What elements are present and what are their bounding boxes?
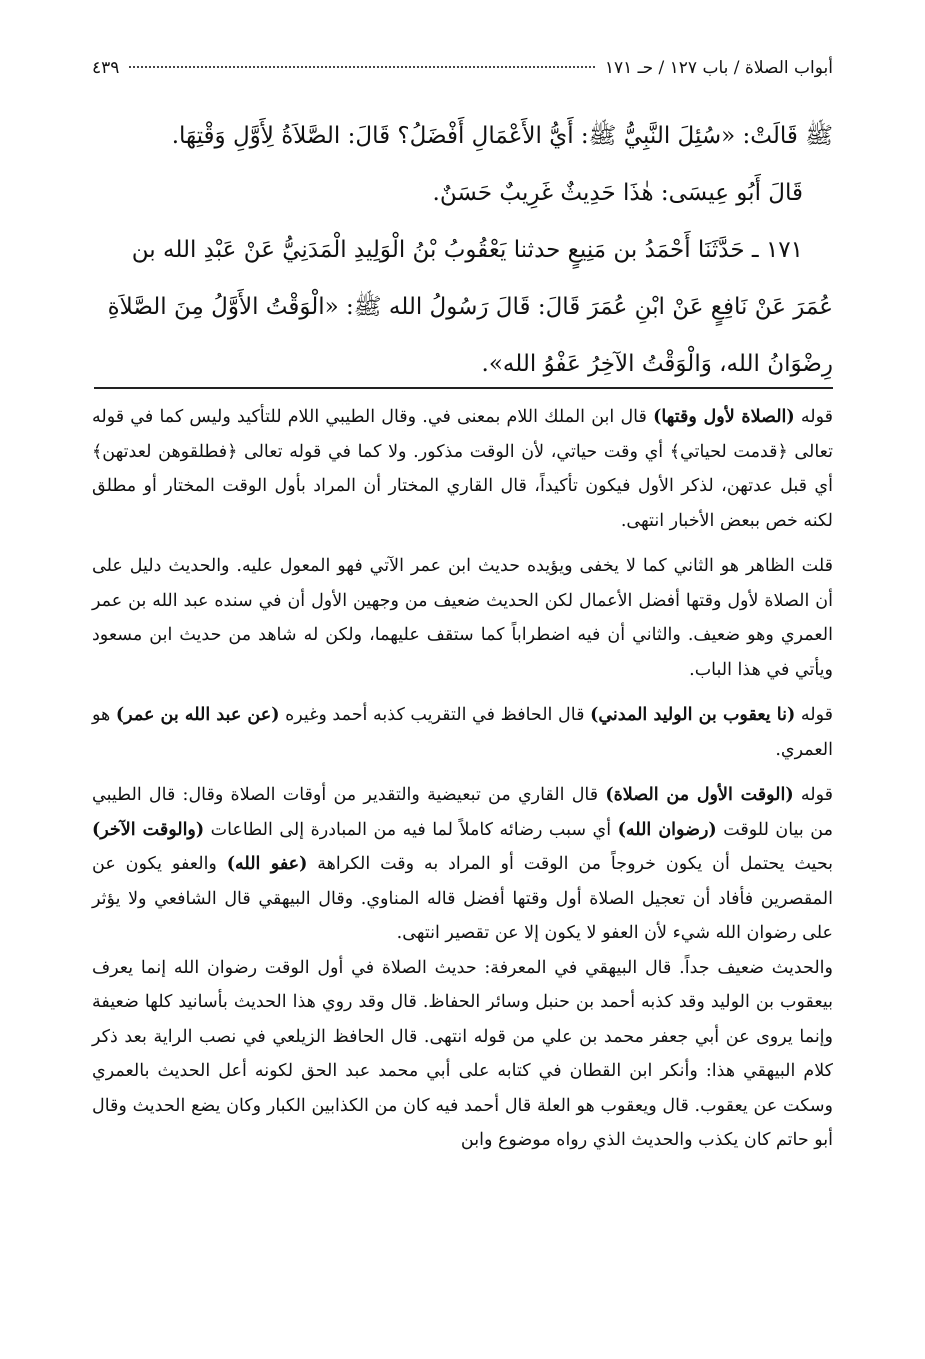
quoted-phrase: (عفو الله)	[226, 854, 308, 874]
text-run: قال القاري من تبعيضية والتقدير من أوقات الصلاة وقال: قال الطيبي من بيان للوقت	[92, 785, 833, 840]
text-run: والعفو يكون عن المقصرين فأفاد أن تعجيل الصلاة أول وقتها أفضل قاله المناوي. وقال البيهقي قال الشافعي ولا يؤثر على رضوان الله شيء لأن العفو لا يكون إلا عن تقصير انتهى.	[92, 854, 833, 943]
quoted-phrase: (نا يعقوب بن الوليد المدني)	[590, 705, 796, 725]
commentary-paragraph	[92, 778, 833, 951]
text-run: هو العمري.	[92, 705, 833, 760]
hadith-171-line-2: عُمَرَ عَنْ نَافِعٍ عَنْ ابْنِ عُمَرَ قَالَ: قَالَ رَسُولُ الله ﷺ: «الْوَقْتُ الأَوَّلُ مِنَ الصَّلاَةِ	[107, 294, 833, 320]
text-run: قوله	[795, 705, 833, 725]
abu-isa-verdict: قَالَ أَبُو عِيسَى: هٰذَا حَدِيثٌ غَرِيبٌ حَسَنٌ.	[432, 180, 803, 206]
quoted-phrase: (والوقت الآخر)	[92, 819, 205, 840]
commentary-paragraph: والحديث ضعيف جداً. قال البيهقي في المعرفة: حديث الصلاة في أول الوقت رضوان الله إنما يعرف بيعقوب بن الوليد وقد كذبه أحمد بن حنبل وسائر الحفاظ. قال وقد روي هذا الحديث بأسانيد كلها ضعيفة وإنما يروى عن أبي جعفر محمد بن علي من قوله انتهى. قال الحافظ الزيلعي في نصب الراية بعد ذكر كلام البيهقي هذا: وأنكر ابن القطان في كتابه على أبي محمد عبد الحق لكونه أعل الحديث بالعمري وسكت عن يعقوب. قال ويعقوب هو العلة قال أحمد فيه كان من الكذابين الكبار وكان يضع الحديث وقال أبو حاتم كان يكذب والحديث الذي رواه موضوع وابن	[92, 957, 833, 1150]
header-leader-dots	[129, 66, 594, 68]
text-run: قال الحافظ في التقريب كذبه أحمد وغيره	[279, 705, 591, 725]
hadith-171-line-1: ١٧١ ـ حَدَّثَنَا أَحْمَدُ بن مَنِيعٍ حدثنا يَعْقُوبُ بْنُ الْوَلِيدِ الْمَدَنِيُّ عَنْ عَبْدِ الله بن	[131, 237, 803, 263]
quoted-phrase: (رضوان الله)	[617, 819, 717, 840]
quoted-phrase: (الصلاة لأول وقتها)	[653, 407, 795, 427]
quoted-phrase: (عن عبد الله بن عمر)	[115, 705, 280, 725]
hadith-171-line-3: رِضْوَانُ الله، وَالْوَقْتُ الآخِرُ عَفْوُ الله».	[481, 351, 833, 377]
text-run: قوله	[793, 785, 834, 805]
text-run: قوله	[794, 407, 833, 427]
text-run: أي سبب رضائه كاملاً لما فيه من المبادرة إلى الطاعات	[204, 819, 618, 840]
commentary-paragraph: قلت الظاهر هو الثاني كما لا يخفى ويؤيده حديث ابن عمر الآتي فهو المعول عليه. والحديث دليل على أن الصلاة لأول وقتها أفضل الأعمال لكن الحديث ضعيف من وجهين الأول أن في سنده عبد الله بن عمر العمري وهو ضعيف. والثاني أن فيه اضطراباً كما ستقف عليهما، ولكن له شاهد من حديث ابن مسعود ويأتي في هذا الباب.	[92, 556, 833, 680]
hadith-line-1: ﷺ قَالَتْ: «سُئِلَ النَّبِيُّ ﷺ: أَيُّ الأَعْمَالِ أَفْضَلُ؟ قَالَ: الصَّلاَةُ لِأَوَّلِ وَقْتِهَا.	[171, 123, 833, 149]
commentary-paragraph	[92, 698, 833, 767]
hadith-text	[92, 108, 833, 393]
footnote-divider	[94, 387, 833, 389]
running-header	[92, 58, 833, 78]
commentary	[92, 400, 833, 1158]
commentary-paragraph	[92, 400, 833, 538]
page-number: ٤٣٩	[92, 58, 120, 78]
quoted-phrase: (الوقت الأول من الصلاة)	[605, 785, 794, 805]
text-run: قال ابن الملك اللام بمعنى في. وقال الطيبي اللام للتأكيد وليس كما في قوله تعالى ﴿قدمت لحياتي﴾ أي وقت حياتي، لأن الوقت مذكور. ولا كما في قوله تعالى ﴿فطلقوهن لعدتهن﴾ أي قبل عدتهن، لذكر الأول فيكون تأكيداً، قال القاري المختار أن المراد بأول الوقت المختار أو مطلق لكنه خص ببعض الأخبار انتهى.	[92, 407, 833, 531]
header-title: أبواب الصلاة / باب ١٢٧ / حـ ١٧١	[604, 58, 833, 78]
text-run: بحيث يحتمل أن يكون خروجاً من الوقت أو المراد به وقت الكراهة	[307, 854, 834, 874]
